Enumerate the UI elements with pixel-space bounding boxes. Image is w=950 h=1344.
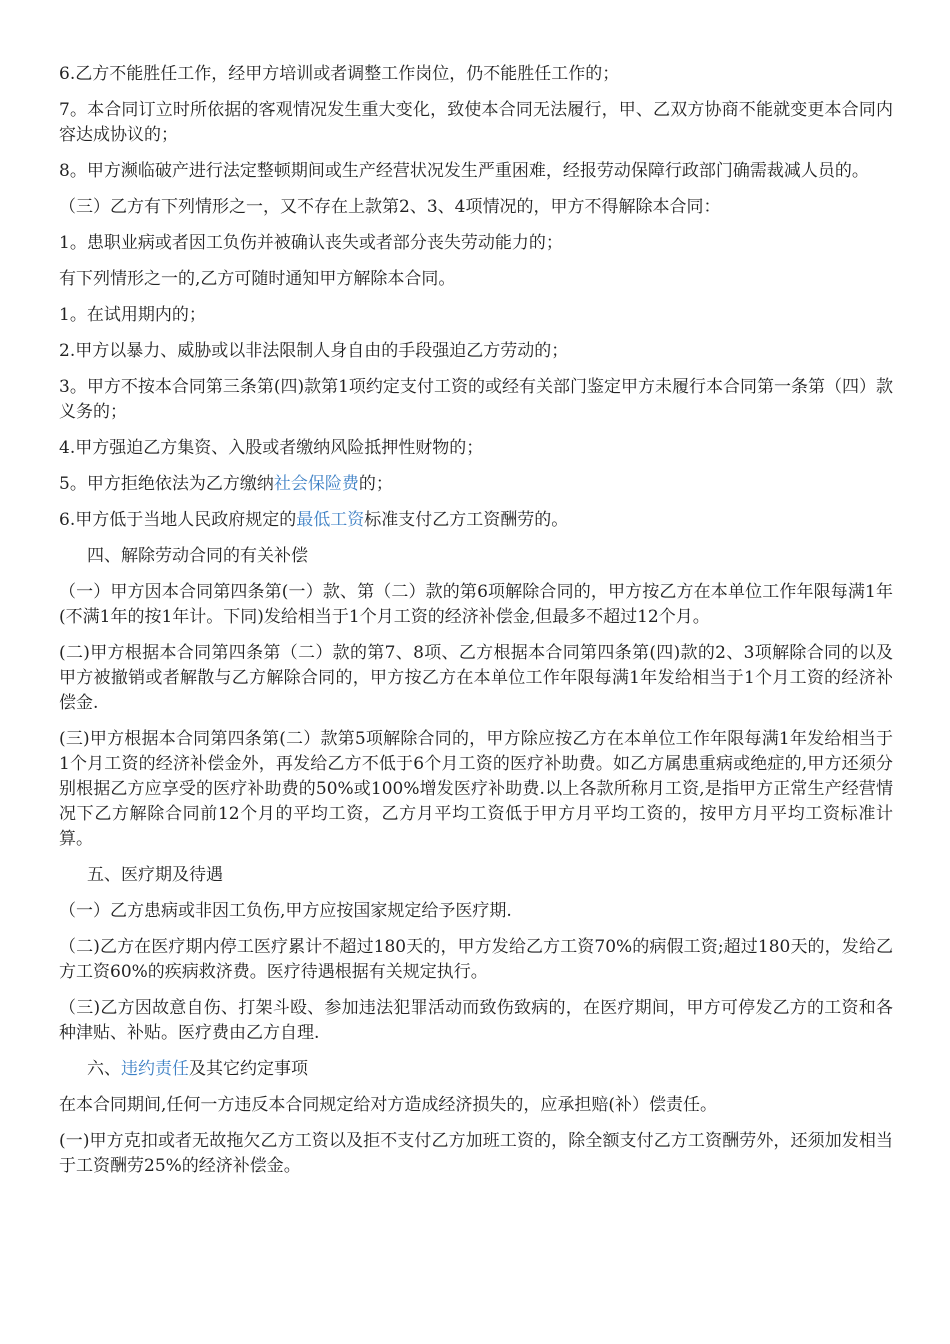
clause-8: 8。甲方濒临破产进行法定整顿期间或生产经营状况发生严重困难，经报劳动保障行政部门确需裁减人员的。 [59, 161, 869, 181]
item-5-text-after: 的； [358, 474, 393, 494]
employee-termination-item-3: 3。甲方不按本合同第三条第(四)款第1项约定支付工资的或经有关部门鉴定甲方未履行本合同第一条第（四）款义务的； [59, 377, 893, 422]
section-4-heading: 四、解除劳动合同的有关补偿 [87, 546, 308, 566]
section-6-item-1: (一)甲方克扣或者无故拖欠乙方工资以及拒不支付乙方加班工资的，除全额支付乙方工资酬劳外，还须加发相当于工资酬劳25%的经济补偿金。 [59, 1131, 893, 1176]
employee-termination-item-4: 4.甲方强迫乙方集资、入股或者缴纳风险抵押性财物的； [59, 438, 484, 458]
section-5-item-3: （三)乙方因故意自伤、打架斗殴、参加违法犯罪活动而致伤致病的，在医疗期间，甲方可停发乙方的工资和各种津贴、补贴。医疗费由乙方自理. [59, 998, 893, 1043]
section-6-heading [59, 1057, 893, 1082]
minimum-wage-link[interactable]: 最低工资 [296, 510, 365, 530]
breach-liability-link[interactable]: 违约责任 [121, 1059, 189, 1079]
item-6-text-after: 标准支付乙方工资酬劳的。 [364, 510, 569, 530]
employee-termination-item-1: 1。在试用期内的； [59, 305, 206, 325]
document-page [59, 62, 893, 1190]
section-4-item-3: (三)甲方根据本合同第四条第(二）款第5项解除合同的，甲方除应按乙方在本单位工作年限每满1年发给相当于1个月工资的经济补偿金外，再发给乙方不低于6个月工资的医疗补助费。如乙方属患重病或绝症的,甲方还须分别根据乙方应享受的医疗补助费的50%或100%增发医疗补助费.以上各款所称月工资,是指甲方正常生产经营情况下乙方解除合同前12个月的平均工资，乙方月平均工资低于甲方月平均工资的，按甲方月平均工资标准计算。 [59, 729, 893, 849]
clause-7: 7。本合同订立时所依据的客观情况发生重大变化，致使本合同无法履行，甲、乙双方协商不能就变更本合同内容达成协议的； [59, 100, 893, 145]
clause-6: 6.乙方不能胜任工作，经甲方培训或者调整工作岗位，仍不能胜任工作的； [59, 64, 620, 84]
section-6-suffix: 及其它约定事项 [189, 1059, 308, 1079]
section-4-item-1: （一）甲方因本合同第四条第(一）款、第（二）款的第6项解除合同的，甲方按乙方在本单位工作年限每满1年(不满1年的按1年计。下同)发给相当于1个月工资的经济补偿金,但最多不超过12个月。 [59, 582, 893, 627]
employee-termination-item-5 [59, 472, 893, 497]
section-6-intro: 在本合同期间,任何一方违反本合同规定给对方造成经济损失的，应承担赔(补）偿责任。 [59, 1095, 718, 1115]
section-5-item-2: （二)乙方在医疗期内停工医疗累计不超过180天的，甲方发给乙方工资70%的病假工资;超过180天的，发给乙方工资60%的疾病救济费。医疗待遇根据有关规定执行。 [59, 937, 893, 982]
item-5-text-before: 5。甲方拒绝依法为乙方缴纳 [59, 474, 274, 494]
section-4-item-2: (二)甲方根据本合同第四条第（二）款的第7、8项、乙方根据本合同第四条第(四)款的2、3项解除合同的以及甲方被撤销或者解散与乙方解除合同的，甲方按乙方在本单位工作年限每满1年发给相当于1个月工资的经济补偿金. [59, 643, 893, 713]
item-6-text-before: 6.甲方低于当地人民政府规定的 [59, 510, 297, 530]
social-insurance-link[interactable]: 社会保险费 [273, 474, 359, 494]
employee-termination-intro: 有下列情形之一的,乙方可随时通知甲方解除本合同。 [59, 269, 456, 289]
employee-termination-item-2: 2.甲方以暴力、威胁或以非法限制人身自由的手段强迫乙方劳动的； [59, 341, 569, 361]
section-3-heading: （三）乙方有下列情形之一，又不存在上款第2、3、4项情况的，甲方不得解除本合同： [59, 197, 721, 217]
section-6-prefix: 六、 [87, 1059, 121, 1079]
section-5-heading: 五、医疗期及待遇 [87, 865, 223, 885]
section-3-item-1: 1。患职业病或者因工负伤并被确认丧失或者部分丧失劳动能力的； [59, 233, 563, 253]
employee-termination-item-6 [59, 508, 893, 533]
section-5-item-1: （一）乙方患病或非因工负伤,甲方应按国家规定给予医疗期. [59, 901, 512, 921]
